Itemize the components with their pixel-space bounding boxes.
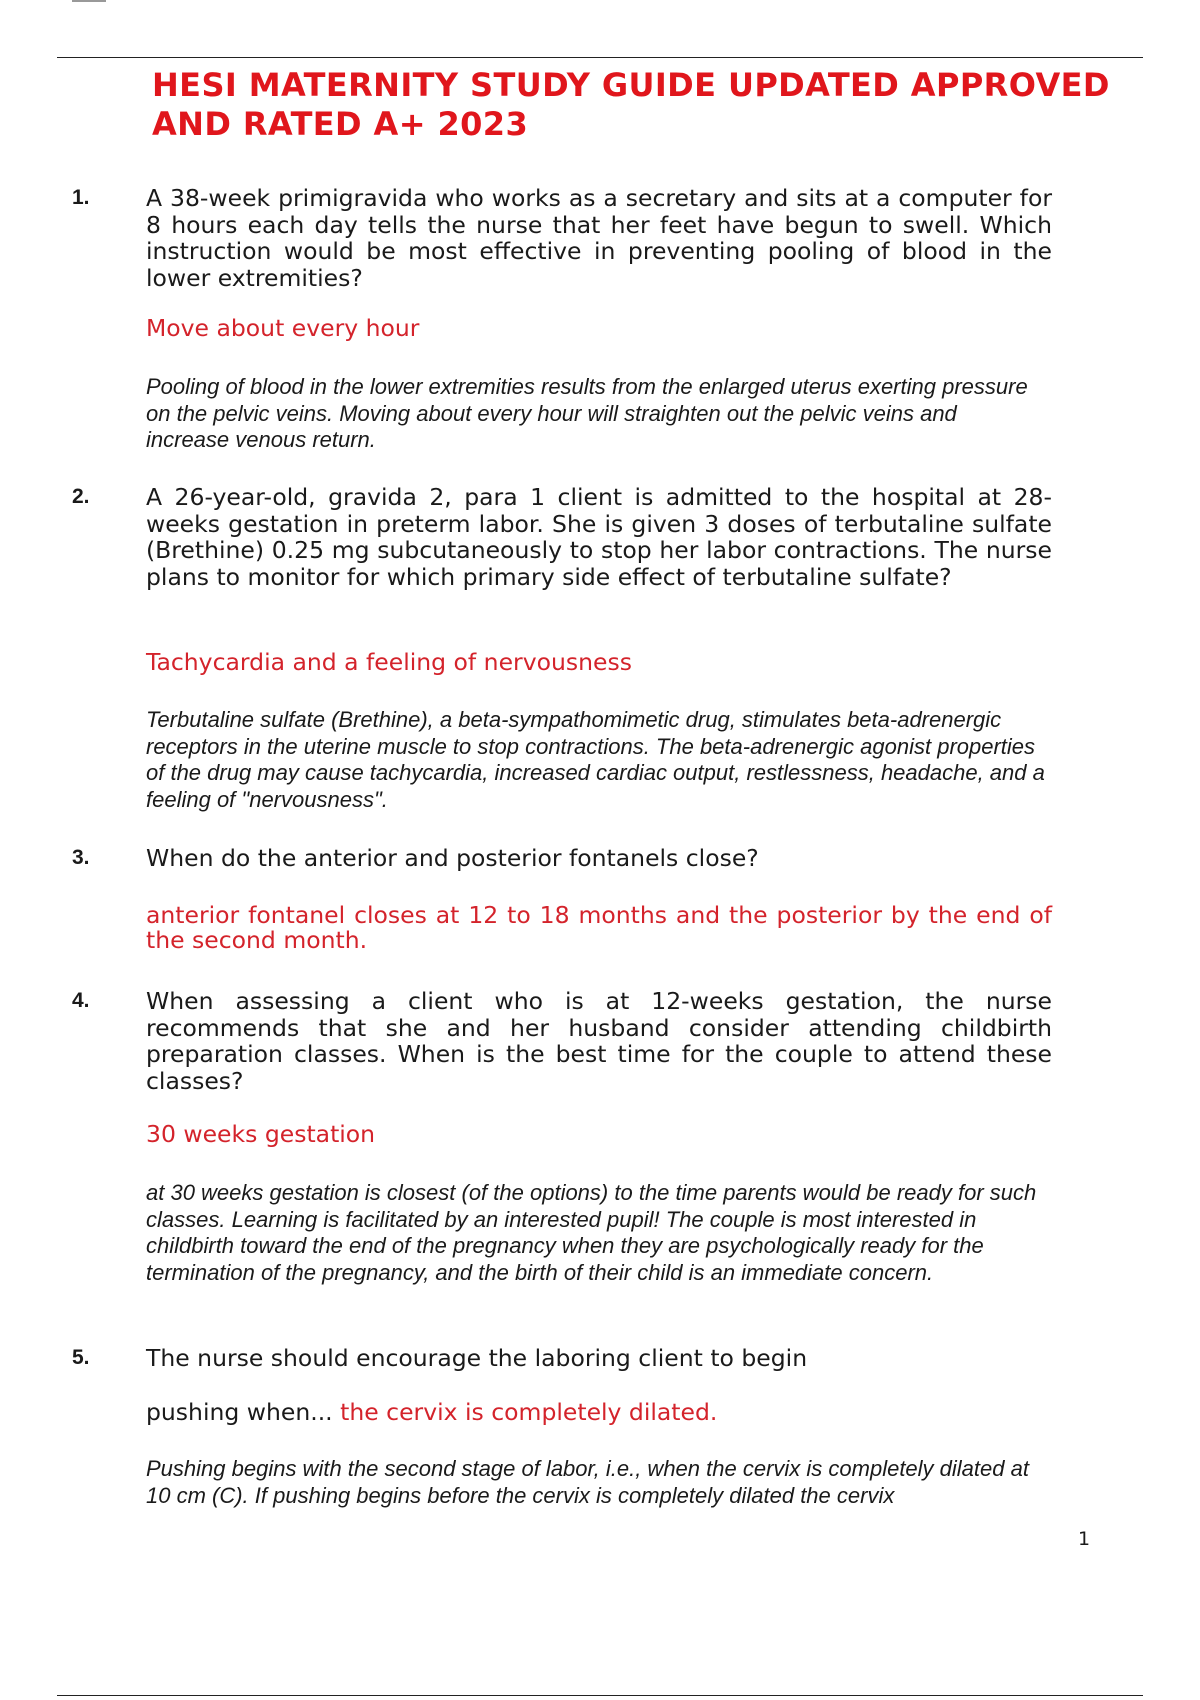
question-number: 3. bbox=[72, 846, 90, 869]
question-continuation: pushing when... bbox=[146, 1398, 333, 1426]
page-number: 1 bbox=[1078, 1528, 1091, 1550]
rationale-4: at 30 weeks gestation is closest (of the options) to the time parents would be ready for such classes. Learning is facilitated by an interested pupil! The couple is most interested in childbirth toward the end of the pregnancy when they are psychologically ready for the termination of the pregnancy, and the birth of their child is an immediate concern. bbox=[146, 1180, 1037, 1285]
question-text: The nurse should encourage the laboring client to begin bbox=[146, 1344, 808, 1372]
answer-3: anterior fontanel closes at 12 to 18 months and the posterior by the end of the second month. bbox=[146, 901, 1052, 954]
question-number: 4. bbox=[72, 989, 90, 1012]
header-corner-mark bbox=[72, 0, 106, 2]
top-rule bbox=[57, 57, 1143, 58]
answer-1: Move about every hour bbox=[146, 314, 420, 342]
bottom-rule bbox=[57, 1695, 1143, 1696]
document-title: HESI MATERNITY STUDY GUIDE UPDATED APPROVED AND RATED A+ 2023 bbox=[152, 66, 1110, 143]
rationale-1: Pooling of blood in the lower extremities results from the enlarged uterus exerting pressure on the pelvic veins. Moving about every hour will straighten out the pelvic veins and increase venous return. bbox=[146, 374, 1028, 452]
answer-5: the cervix is completely dilated. bbox=[340, 1398, 718, 1426]
question-number: 5. bbox=[72, 1346, 90, 1369]
question-number: 2. bbox=[72, 485, 90, 508]
question-text: A 38-week primigravida who works as a secretary and sits at a computer for 8 hours each day tells the nurse that her feet have begun to swell. Which instruction would be most effective in preventing pooling of blood in the lower extremities? bbox=[146, 184, 1052, 292]
question-text: A 26-year-old, gravida 2, para 1 client is admitted to the hospital at 28-weeks gestation in preterm labor. She is given 3 doses of terbutaline sulfate (Brethine) 0.25 mg subcutaneously to stop her labor contractions. The nurse plans to monitor for which primary side effect of terbutaline sulfate? bbox=[146, 483, 1052, 591]
question-number: 1. bbox=[72, 186, 90, 209]
rationale-5: Pushing begins with the second stage of labor, i.e., when the cervix is completely dilated at 10 cm (C). If pushing begins before the cervix is completely dilated the cervix bbox=[146, 1456, 1029, 1508]
answer-2: Tachycardia and a feeling of nervousness bbox=[146, 648, 632, 676]
rationale-2: Terbutaline sulfate (Brethine), a beta-sympathomimetic drug, stimulates beta-adrenergic receptors in the uterine muscle to stop contractions. The beta-adrenergic agonist properties of the drug may cause tachycardia, increased cardiac output, restlessness, headache, and a feeling of "nervousness". bbox=[146, 707, 1045, 812]
question-text: When do the anterior and posterior fontanels close? bbox=[146, 844, 759, 872]
answer-5-line bbox=[146, 1400, 1052, 1425]
question-text: When assessing a client who is at 12-weeks gestation, the nurse recommends that she and her husband consider attending childbirth preparation classes. When is the best time for the couple to attend these classes? bbox=[146, 987, 1052, 1095]
answer-4: 30 weeks gestation bbox=[146, 1120, 376, 1148]
